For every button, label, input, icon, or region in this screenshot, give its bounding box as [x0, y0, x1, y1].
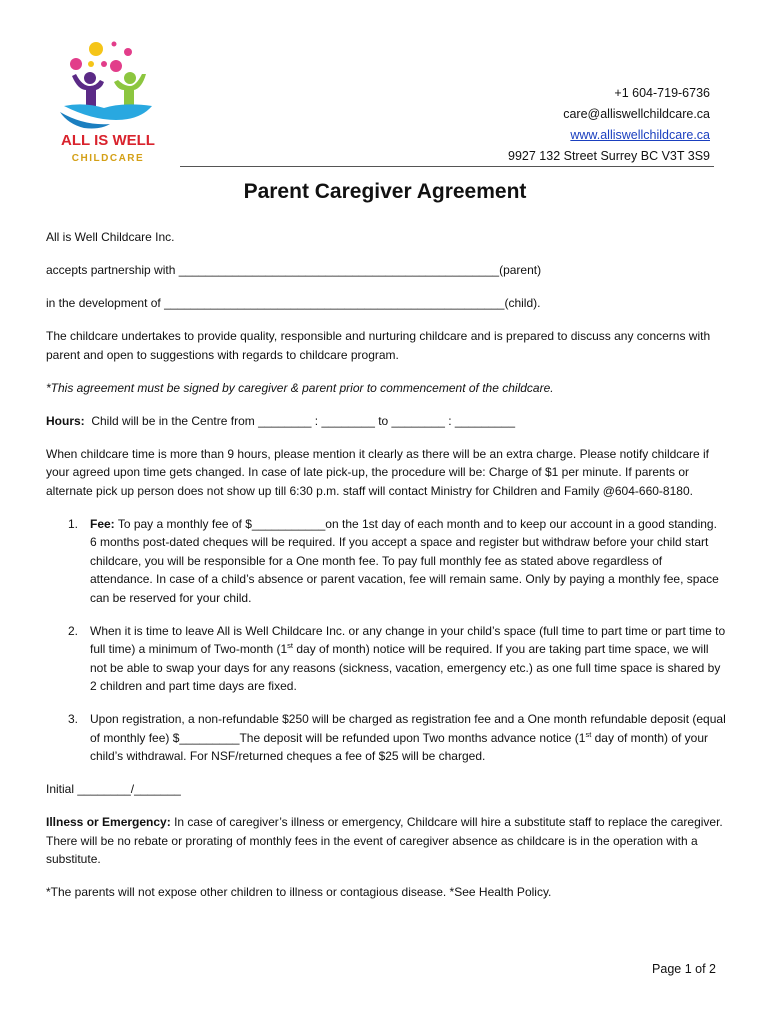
logo-dot-magenta	[101, 61, 107, 67]
fee-text: To pay a monthly fee of $___________on the 1st day of each month and to keep our account in a good standing. 6 months post-dated cheques will be required. If you accept a space and register but withdraw before your child start childcare, you will be responsible for a One month fee. To pay full monthly fee as stated above regardless of attendance. In case of a child’s absence or parent vacation, fee will remain same. Only by paying a monthly fee, space can be reserved for your child.	[90, 516, 719, 605]
agreement-body	[46, 228, 726, 916]
document-title: Parent Caregiver Agreement	[243, 180, 527, 203]
illness-text: In case of caregiver’s illness or emergency, Childcare will hire a substitute staff to replace the caregiver. There will be no rebate or prorating of monthly fees in the event of caregiver absence as childcare is in the operation with a substitute.	[46, 815, 723, 866]
company-name: All is Well Childcare Inc.	[46, 230, 175, 244]
logo-wordmark: ALL IS WELL	[61, 132, 155, 149]
contact-phone: +1 604-719-6736	[614, 86, 710, 100]
item-number: 2.	[68, 623, 79, 638]
logo-graphic	[44, 40, 172, 168]
list-item	[46, 710, 726, 766]
hours-line	[46, 412, 726, 431]
logo-dot-yellow-small	[88, 61, 94, 67]
hours-text: Child will be in the Centre from ________ : ________ to ________ : _________	[91, 413, 515, 428]
logo-hand-blue	[64, 104, 152, 120]
terms-list	[46, 515, 726, 766]
logo-figure-purple-head	[84, 72, 96, 84]
contact-block	[508, 83, 710, 167]
extra-time-paragraph: When childcare time is more than 9 hours, please mention it clearly as there will be an extra charge. Please notify childcare if your agreed upon time gets changed. In case of late pick-up, the procedure will be: Charge of $1 per minute. If parents or alternate pick up person does not show up till 6:30 p.m. staff will contact Ministry for Children and Family @604-660-8180.	[46, 446, 709, 498]
logo-dot-pink	[124, 48, 132, 56]
fee-label: Fee:	[90, 516, 115, 531]
initial-line: Initial ________/_______	[46, 782, 181, 796]
logo-dot-yellow	[89, 42, 103, 56]
header-divider	[180, 166, 714, 167]
logo-dot-small-pink	[112, 42, 117, 47]
hours-label: Hours:	[46, 413, 85, 428]
contact-website-link[interactable]: www.alliswellchildcare.ca	[570, 128, 710, 142]
item-number: 1.	[68, 516, 79, 531]
contact-email: care@alliswellchildcare.ca	[563, 107, 710, 121]
development-line: in the development of ___________________________________________________(child).	[46, 296, 541, 310]
list-item	[46, 515, 726, 608]
logo-figure-green-head	[124, 72, 136, 84]
signature-note: *This agreement must be signed by caregiver & parent prior to commencement of the childcare.	[46, 380, 554, 395]
list-item	[46, 622, 726, 696]
registration-text-a: Upon registration, a non-refundable $250 will be charged as registration fee and a One month refundable deposit (equal of monthly fee) $_________The deposit will be refunded upon Two months advance notice (1	[90, 712, 726, 745]
notice-sup: st	[287, 641, 294, 650]
illness-paragraph	[46, 813, 726, 869]
notice-text-a: When it is time to leave All is Well Childcare Inc. or any change in your child’s space (full time to part time or part time to full time) a minimum of Two-month (1	[90, 623, 726, 656]
logo-subtitle: CHILDCARE	[71, 153, 145, 164]
company-logo	[44, 40, 172, 168]
illness-label: Illness or Emergency:	[46, 815, 171, 829]
page-number: Page 1 of 2	[652, 962, 716, 976]
notice-text-b: day of month) notice will be required. If you are taking part time space, we will not be able to swap your days for any reasons (sickness, vacation, emergency etc.) as one full time space is shared by 2 children and part time days are fixed.	[90, 642, 721, 693]
contact-address: 9927 132 Street Surrey BC V3T 3S9	[508, 149, 710, 163]
undertaking-paragraph: The childcare undertakes to provide quality, responsible and nurturing childcare and is prepared to discuss any concerns with parent and open to suggestions with regards to childcare program.	[46, 329, 711, 362]
registration-text-b: day of month) of your child’s withdrawal. For NSF/returned cheques a fee of $25 will be charged.	[90, 730, 709, 763]
item-number: 3.	[68, 712, 79, 726]
health-note: *The parents will not expose other children to illness or contagious disease. *See Health Policy.	[46, 885, 552, 899]
partnership-line: accepts partnership with ________________________________________________(parent)	[46, 263, 542, 277]
logo-dot-pink-right	[110, 60, 122, 72]
logo-dot-pink-left	[70, 58, 82, 70]
registration-sup: st	[585, 729, 592, 739]
